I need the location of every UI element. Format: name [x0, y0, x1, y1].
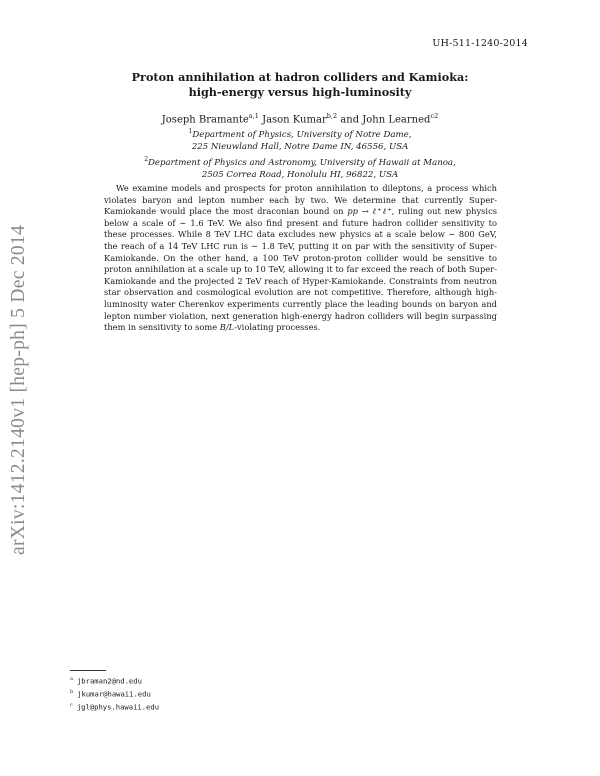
abstract-text: -violating processes. — [234, 322, 321, 333]
title-line-1: Proton annihilation at hadron colliders and Kamioka: — [131, 70, 469, 84]
footnote-mark: a — [70, 676, 73, 682]
author-marks: a,1 — [248, 112, 259, 120]
affiliation-mark: 1 — [188, 128, 193, 135]
author-separator: and — [337, 114, 363, 126]
footnote — [70, 700, 159, 713]
affiliation-1-line-2: 225 Nieuwland Hall, Notre Dame IN, 46556, USA — [191, 142, 409, 153]
abstract-text: We examine models and prospects for proton annihilation to dileptons, a process which violates baryon and lepton number each by two. We determine that currently Super-Kamiokande would place the most draconian bound on — [104, 183, 497, 217]
abstract — [104, 183, 497, 334]
author-name: Joseph Bramante — [161, 114, 249, 126]
author-marks: b,2 — [326, 112, 338, 120]
affiliations — [100, 126, 500, 182]
abstract-text: , ruling out new physics below a scale of ∼ 1.6 TeV. We also find present and future hadron collider sensitivity to these processes. While 8 TeV LHC data excludes new physics at a scale below ∼ 800 GeV, the reach of a 14 TeV LHC run is ∼ 1.8 TeV, putting it on par with the sensitivity of Super-Kamiokande. On the other hand, a 100 TeV proton-proton collider would be sensitive to proton annihilation at a scale up to 10 TeV, allowing it to far exceed the reach of both Super-Kamiokande and the projected 2 TeV reach of Hyper-Kamiokande. Constraints from neutron star observation and cosmological evolution are not competitive. Therefore, although high-luminosity water Cherenkov experiments currently place the leading bounds on baryon and lepton number violation, next generation high-energy hadron colliders will begin surpassing them in sensitivity to some — [104, 206, 497, 333]
footnote — [70, 687, 159, 700]
footnote — [70, 674, 159, 687]
affiliation-text: Department of Physics, University of Notre Dame, — [192, 129, 412, 140]
abstract-paragraph — [104, 183, 497, 334]
affiliation-1-line-1 — [100, 126, 500, 141]
arxiv-identifier-stamp[interactable]: arXiv:1412.2140v1 [hep-ph] 5 Dec 2014 — [8, 224, 29, 555]
report-number: UH-511-1240-2014 — [432, 38, 528, 49]
footnote-mark: b — [70, 688, 74, 695]
author-marks: c2 — [430, 112, 439, 120]
author-list — [100, 110, 500, 126]
process-formula: pp → ℓ⁺ℓ⁺ — [347, 206, 392, 217]
affiliation-2-line-1 — [100, 154, 500, 169]
author-name: John Learned — [362, 114, 431, 126]
affiliation-text: Department of Physics and Astronomy, University of Hawaii at Manoa, — [148, 157, 456, 168]
footnotes — [70, 674, 159, 713]
title-line-2: high-energy versus high-luminosity — [188, 85, 412, 99]
baryon-lepton-symbol: B/L — [219, 322, 235, 333]
paper-title — [100, 70, 500, 100]
affiliation-mark: 2 — [144, 155, 149, 163]
author-name: Jason Kumar — [262, 114, 327, 126]
footnote-divider — [70, 670, 106, 671]
footnote-mark: c — [70, 701, 73, 708]
email-link[interactable]: jbraman2@nd.edu — [76, 676, 142, 686]
email-link[interactable]: jgl@phys.hawaii.edu — [76, 702, 160, 712]
email-link[interactable]: jkumar@hawaii.edu — [77, 689, 151, 699]
affiliation-2-line-2: 2505 Correa Road, Honolulu HI, 96822, USA — [201, 170, 399, 181]
